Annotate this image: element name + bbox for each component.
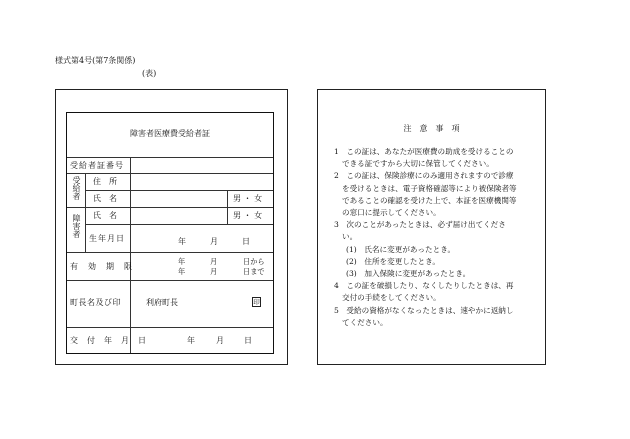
issue-day: 日 — [244, 336, 252, 345]
notes-panel — [317, 89, 546, 365]
note-line: の窓口に提示してください。 — [342, 208, 441, 218]
name2-label: 氏 名 — [93, 211, 117, 220]
note-line: 1 この証は、あなたが医療費の助成を受けることの — [334, 147, 514, 156]
birthdate-label: 生年月日 — [89, 234, 125, 243]
number-label: 受給者証番号 — [70, 161, 124, 170]
form-number: 様式第4号(第7条関係) — [55, 56, 136, 65]
valid-to-year: 年 — [178, 267, 186, 276]
gender-field: 男 ・ 女 — [233, 194, 263, 203]
issue-month: 月 — [216, 336, 224, 345]
row-divider — [67, 157, 273, 158]
disabled-group-label: 障害者 — [72, 214, 81, 238]
valid-to-day: 日まで — [243, 267, 265, 276]
note-line: 交付の手続をしてください。 — [342, 293, 441, 303]
mayor-label: 町長名及び印 — [70, 298, 121, 307]
note-line: (2) 住所を変更したとき。 — [346, 256, 440, 266]
gender-field: 男 ・ 女 — [233, 211, 263, 220]
note-line: (1) 氏名に変更があったとき。 — [346, 244, 456, 254]
column-divider — [85, 173, 86, 252]
seal-icon: 印 — [253, 298, 260, 306]
issue-year: 年 — [187, 336, 195, 345]
note-line: であることの確認を受けた上で、本証を医療機関等 — [342, 195, 517, 205]
note-line: 2 この証は、保険診療にのみ適用されますので診療 — [334, 171, 514, 181]
note-line: てください。 — [342, 317, 388, 327]
notes-body — [334, 146, 544, 329]
side-label: (表) — [142, 69, 157, 78]
birth-day: 日 — [242, 237, 250, 246]
note-line: を受けるときは、電子資格確認等により被保険者等 — [342, 183, 517, 193]
birth-month: 月 — [210, 237, 218, 246]
row-divider — [85, 190, 273, 191]
note-line: (3) 加入保険に変更があったとき。 — [346, 269, 471, 279]
name-label: 氏 名 — [93, 194, 117, 203]
row-divider — [67, 280, 273, 281]
recipient-group-label: 受給者 — [72, 176, 81, 200]
address-label: 住 所 — [93, 177, 117, 186]
row-divider — [67, 173, 273, 174]
note-line: 3 次のことがあったときは、必ず届け出てくださ — [334, 220, 506, 230]
row-divider — [85, 224, 273, 225]
note-line: 4 この証を破損したり、なくしたりしたときは、再 — [334, 281, 514, 291]
validity-label: 有 効 期 限 — [70, 262, 133, 271]
column-divider — [130, 157, 131, 327]
recipient-card — [66, 112, 274, 354]
valid-from-day: 日から — [243, 257, 265, 266]
valid-from-year: 年 — [178, 257, 186, 266]
column-divider — [227, 190, 228, 224]
note-line: い。 — [342, 232, 358, 242]
row-divider — [67, 327, 273, 328]
card-title: 障害者医療費受給者証 — [130, 129, 210, 138]
valid-from-month: 月 — [210, 257, 218, 266]
notes-title: 注 意 事 項 — [403, 124, 460, 133]
note-line: できる証ですから大切に保管してください。 — [342, 159, 494, 169]
mayor-name: 利府町長 — [146, 298, 178, 307]
row-divider — [67, 252, 273, 253]
valid-to-month: 月 — [210, 267, 218, 276]
birth-year: 年 — [178, 237, 186, 246]
note-line: 5 受給の資格がなくなったときは、速やかに返納し — [334, 305, 514, 315]
row-divider — [67, 207, 273, 208]
issue-date-label: 交 付 年 月 日 — [70, 336, 147, 345]
